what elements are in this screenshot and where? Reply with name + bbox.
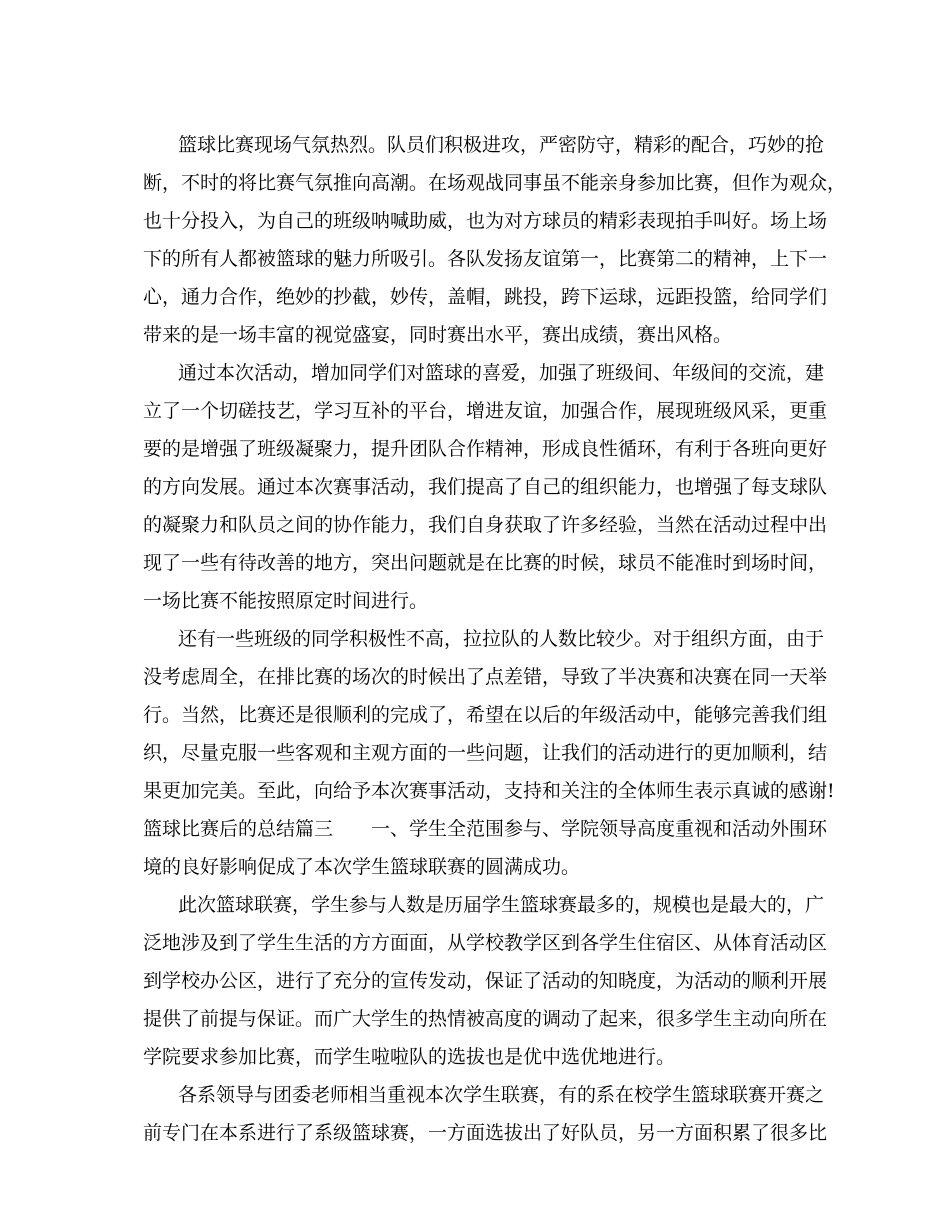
paragraph-line: 没考虑周全，在排比赛的场次的时候出了点差错，导致了半决赛和决赛在同一天举 (143, 666, 828, 688)
paragraph-line: 要的是增强了班级凝聚力，提升团队合作精神，形成良性循环，有利于各班向更好 (143, 438, 828, 460)
paragraph-line: 下的所有人都被篮球的魅力所吸引。各队发扬友谊第一，比赛第二的精神，上下一 (143, 248, 828, 270)
paragraph-line: 现了一些有待改善的地方，突出问题就是在比赛的时候，球员不能准时到场时间， (143, 552, 828, 574)
paragraph-line: 织，尽量克服一些客观和主观方面的一些问题，让我们的活动进行的更加顺利，结 (143, 742, 828, 764)
paragraph-line: 的方向发展。通过本次赛事活动，我们提高了自己的组织能力，也增强了每支球队 (143, 476, 828, 498)
paragraph-line: 行。当然，比赛还是很顺利的完成了，希望在以后的年级活动中，能够完善我们组 (143, 704, 828, 726)
paragraph-line: 此次篮球联赛，学生参与人数是历届学生篮球赛最多的，规模也是最大的，广 (178, 894, 825, 916)
paragraph-line: 学院要求参加比赛，而学生啦啦队的选拔也是优中选优地进行。 (143, 1046, 676, 1068)
paragraph-line: 的凝聚力和队员之间的协作能力，我们自身获取了许多经验，当然在活动过程中出 (143, 514, 828, 536)
paragraph-line: 也十分投入，为自己的班级呐喊助威，也为对方球员的精彩表现拍手叫好。场上场 (143, 210, 828, 232)
paragraph-line: 带来的是一场丰富的视觉盛宴，同时赛出水平，赛出成绩，赛出风格。 (143, 324, 733, 346)
paragraph-line: 立了一个切磋技艺，学习互补的平台，增进友谊，加强合作，展现班级风采，更重 (143, 400, 828, 422)
paragraph-line: 到学校办公区，进行了充分的宣传发动，保证了活动的知晓度，为活动的顺利开展 (143, 970, 828, 992)
paragraph-line: 前专门在本系进行了系级篮球赛，一方面选拔出了好队员，另一方面积累了很多比 (143, 1122, 828, 1144)
paragraph-line: 一场比赛不能按照原定时间进行。 (143, 590, 429, 612)
section-heading-line: 篮球比赛后的总结篇三 一、学生全范围参与、学院领导高度重视和活动外围环 (143, 818, 828, 840)
paragraph-line: 断，不时的将比赛气氛推向高潮。在场观战同事虽不能亲身参加比赛，但作为观众， (143, 172, 847, 194)
paragraph-line: 篮球比赛现场气氛热烈。队员们积极进攻，严密防守，精彩的配合，巧妙的抢 (178, 134, 825, 156)
paragraph-line: 通过本次活动，增加同学们对篮球的喜爱，加强了班级间、年级间的交流，建 (178, 362, 825, 384)
paragraph-line: 泛地涉及到了学生生活的方方面面，从学校教学区到各学生住宿区、从体育活动区 (143, 932, 828, 954)
paragraph-line: 各系领导与团委老师相当重视本次学生联赛，有的系在校学生篮球联赛开赛之 (178, 1084, 825, 1106)
paragraph-line: 果更加完美。至此，向给予本次赛事活动，支持和关注的全体师生表示真诚的感谢! (143, 780, 835, 802)
paragraph-line: 心，通力合作，绝妙的抄截，妙传，盖帽，跳投，跨下运球，远距投篮，给同学们 (143, 286, 828, 308)
paragraph-line: 提供了前提与保证。而广大学生的热情被高度的调动了起来，很多学生主动向所在 (143, 1008, 828, 1030)
paragraph-line: 还有一些班级的同学积极性不高，拉拉队的人数比较少。对于组织方面，由于 (178, 628, 825, 650)
paragraph-line: 境的良好影响促成了本次学生篮球联赛的圆满成功。 (143, 856, 581, 878)
